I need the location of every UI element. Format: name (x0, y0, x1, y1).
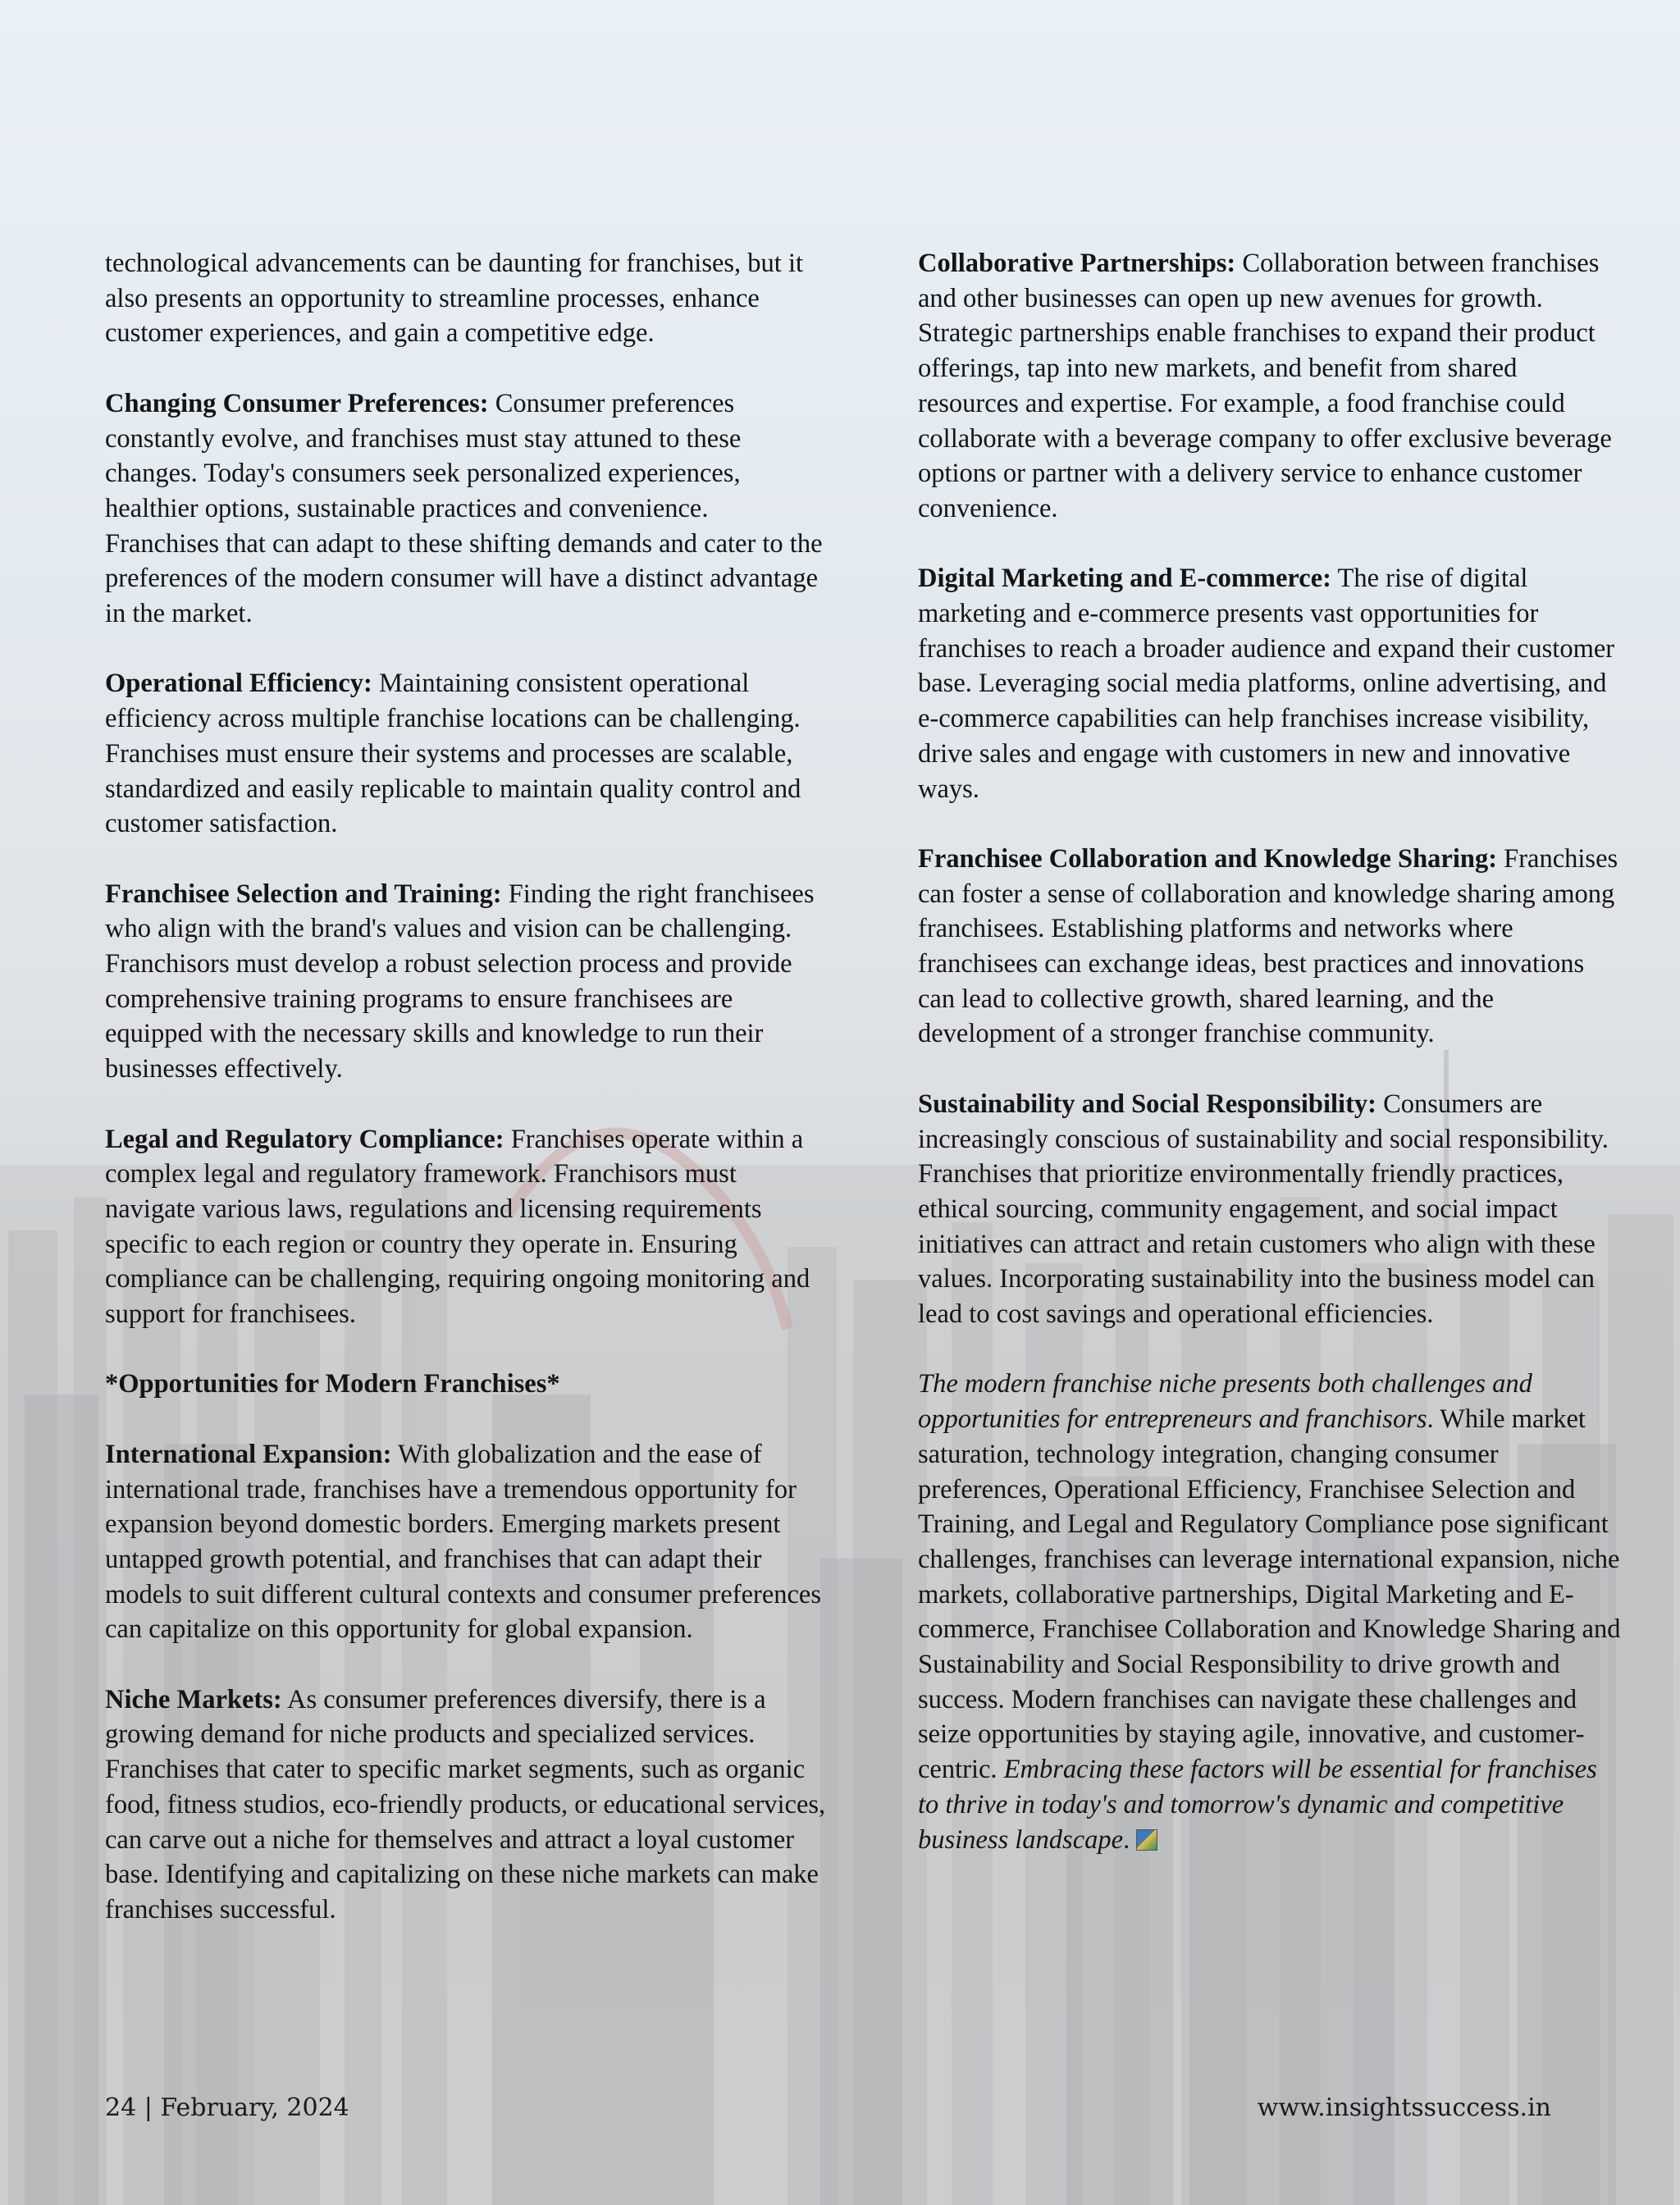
section-franchisee-collaboration (918, 842, 1623, 1052)
section-franchisee-selection (105, 877, 827, 1087)
section-legal-compliance (105, 1122, 827, 1332)
section-international-expansion (105, 1437, 827, 1647)
section-body: Consumers are increasingly conscious of sustainability and social responsibility. Franchises that prioritize environmentally friendly practices, ethical sourcing, community engagement, and social impact initiatives can attract and retain customers who align with these values. Incorporating sustainability into the business model can lead to cost savings and operational efficiencies. (918, 1089, 1609, 1330)
conclusion-body: . While market saturation, technology integration, changing consumer preferences, Operational Efficiency, Franchisee Selection and Training, and Legal and Regulatory Compliance pose significant challenges, franchises can leverage international expansion, niche markets, collaborative partnerships, Digital Marketing and E-commerce, Franchisee Collaboration and Knowledge Sharing and Sustainability and Social Responsibility to drive growth and success. Modern franchises can navigate these challenges and seize opportunities by staying agile, innovative, and customer-centric. (918, 1404, 1621, 1785)
section-digital-marketing (918, 561, 1623, 806)
section-heading: Legal and Regulatory Compliance: (105, 1124, 504, 1154)
section-body: Maintaining consistent operational efficiency across multiple franchise locations can be challenging. Franchises must ensure their systems and processes are scalable, standardized and easily replicable to maintain quality control and customer satisfaction. (105, 669, 801, 839)
section-heading: International Expansion: (105, 1439, 392, 1469)
section-body: Consumer preferences constantly evolve, and franchises must stay attuned to these changes. Today's consumers seek personalized experiences, healthier options, sustainable practices and convenience. Franchises that can adapt to these shifting demands and cater to the preferences of the modern consumer will have a distinct advantage in the market. (105, 388, 823, 629)
section-sustainability (918, 1087, 1623, 1332)
section-heading: Changing Consumer Preferences: (105, 388, 489, 418)
right-column (918, 246, 1623, 1892)
section-body: The rise of digital marketing and e-commerce presents vast opportunities for franchises to reach a broader audience and expand their customer base. Leveraging social media platforms, online advertising, and e-commerce capabilities can help franchises increase visibility, drive sales and engage with customers in new and innovative ways. (918, 564, 1615, 804)
conclusion-paragraph (918, 1367, 1623, 1857)
section-body: With globalization and the ease of international trade, franchises have a tremendous opportunity for expansion beyond domestic borders. Emerging markets present untapped growth potential, and franchises that can adapt their models to suit different cultural contexts and consumer preferences can capitalize on this opportunity for global expansion. (105, 1439, 821, 1645)
section-heading: Sustainability and Social Responsibility: (918, 1089, 1376, 1119)
section-heading: Niche Markets: (105, 1684, 282, 1714)
section-operational-efficiency (105, 666, 827, 842)
left-column (105, 246, 827, 1962)
section-body: As consumer preferences diversify, there is a growing demand for niche products and specialized services. Franchises that cater to specific market segments, such as organic food, fitness studios, eco-friendly products, or educational services, can carve out a niche for themselves and attract a loyal customer base. Identifying and capitalizing on these niche markets can make franchises successful. (105, 1684, 826, 1924)
section-body: Franchises operate within a complex legal and regulatory framework. Franchisors must navigate various laws, regulations and licensing requirements specific to each region or country they operate in. Ensuring compliance can be challenging, requiring ongoing monitoring and support for franchisees. (105, 1124, 810, 1330)
magazine-logo-icon (1136, 1829, 1157, 1851)
intro-paragraph: technological advancements can be daunting for franchises, but it also presents an opportunity to streamline processes, enhance customer experiences, and gain a competitive edge. (105, 249, 804, 349)
section-changing-consumer-preferences (105, 386, 827, 632)
opportunities-heading-text: *Opportunities for Modern Franchises* (105, 1369, 560, 1399)
section-body: Franchises can foster a sense of collaboration and knowledge sharing among franchisees. Establishing platforms and networks where franchisees can exchange ideas, best practices and innovations can lead to collective growth, shared learning, and the development of a stronger franchise community. (918, 843, 1618, 1049)
conclusion-italic-start: The modern franchise niche presents both challenges and opportunities for entrepreneurs and franchisors (918, 1369, 1532, 1435)
section-body: Collaboration between franchises and other businesses can open up new avenues for growth. Strategic partnerships enable franchises to expand their product offerings, tap into new markets, and benefit from shared resources and expertise. For example, a food franchise could collaborate with a beverage company to offer exclusive beverage options or partner with a delivery service to enhance customer convenience. (918, 249, 1612, 523)
section-body: Finding the right franchisees who align with the brand's values and vision can be challenging. Franchisors must develop a robust selection process and provide comprehensive training programs to ensure franchisees are equipped with the necessary skills and knowledge to run their businesses effectively. (105, 879, 815, 1084)
conclusion-italic-end: Embracing these factors will be essential for franchises to thrive in today's and tomorrow's dynamic and competitive business landscape (918, 1755, 1597, 1855)
section-heading: Digital Marketing and E-commerce: (918, 564, 1331, 594)
opportunities-heading (105, 1367, 827, 1402)
section-heading: Collaborative Partnerships: (918, 249, 1236, 278)
section-heading: Operational Efficiency: (105, 669, 372, 699)
conclusion-end: . (1123, 1824, 1130, 1855)
section-niche-markets (105, 1682, 827, 1928)
footer-page-info: 24 | February, 2024 (105, 2093, 349, 2122)
footer-website-link[interactable]: www.insightssuccess.in (1257, 2093, 1551, 2122)
section-heading: Franchisee Collaboration and Knowledge Sharing: (918, 843, 1498, 874)
section-heading: Franchisee Selection and Training: (105, 879, 502, 909)
section-collaborative-partnerships (918, 246, 1623, 527)
